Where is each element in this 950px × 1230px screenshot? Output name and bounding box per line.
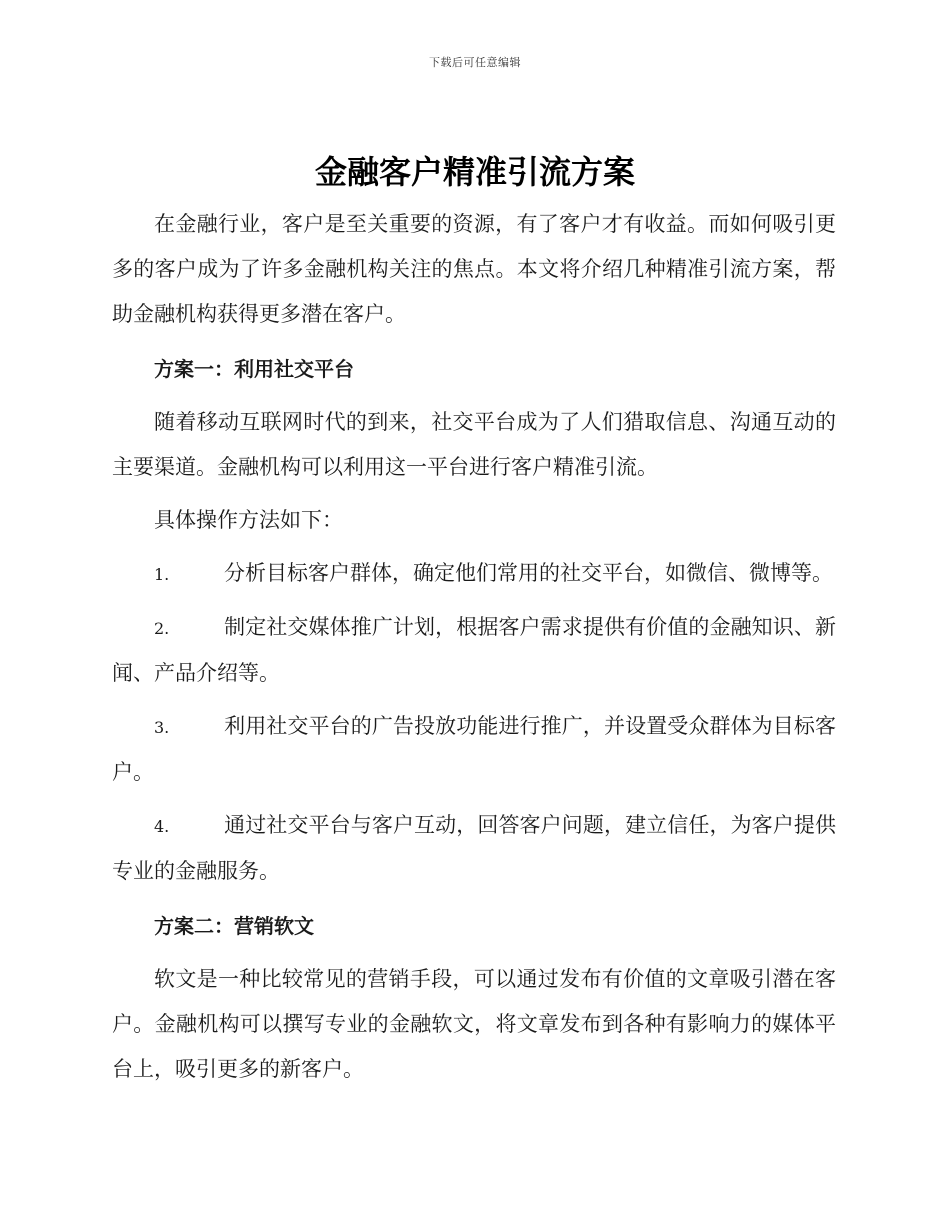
list-text: 分析目标客户群体，确定他们常用的社交平台，如微信、微博等。 [224, 561, 833, 585]
list-number: 1. [154, 565, 170, 584]
method-intro: 具体操作方法如下： [154, 508, 343, 532]
list-number: 3. [154, 718, 170, 737]
section-paragraph-softarticle: 软文是一种比较常见的营销手段，可以通过发布有价值的文章吸引潜在客户。金融机构可以撰写专业的金融软文，将文章发布到各种有影响力的媒体平台上，吸引更多的新客户。 [112, 967, 836, 1081]
section-heading-social: 方案一：利用社交平台 [154, 357, 354, 381]
list-number: 2. [154, 619, 170, 638]
list-item [112, 803, 836, 894]
document-body [112, 202, 836, 1092]
list-item [112, 704, 836, 795]
list-text: 制定社交媒体推广计划，根据客户需求提供有价值的金融知识、新闻、产品介绍等。 [112, 615, 836, 685]
list-item [112, 605, 836, 696]
header-note: 下载后可任意编辑 [429, 56, 521, 69]
list-item [112, 551, 836, 597]
intro-paragraph: 在金融行业，客户是至关重要的资源，有了客户才有收益。而如何吸引更多的客户成为了许多金融机构关注的焦点。本文将介绍几种精准引流方案，帮助金融机构获得更多潜在客户。 [112, 212, 836, 326]
section-heading-softarticle: 方案二：营销软文 [154, 914, 314, 938]
list-text: 通过社交平台与客户互动，回答客户问题，建立信任，为客户提供专业的金融服务。 [112, 813, 836, 883]
list-text: 利用社交平台的广告投放功能进行推广，并设置受众群体为目标客户。 [112, 714, 836, 784]
document-title: 金融客户精准引流方案 [314, 153, 635, 191]
section-paragraph-social: 随着移动互联网时代的到来，社交平台成为了人们猎取信息、沟通互动的主要渠道。金融机构可以利用这一平台进行客户精准引流。 [112, 410, 836, 479]
list-number: 4. [154, 817, 170, 836]
